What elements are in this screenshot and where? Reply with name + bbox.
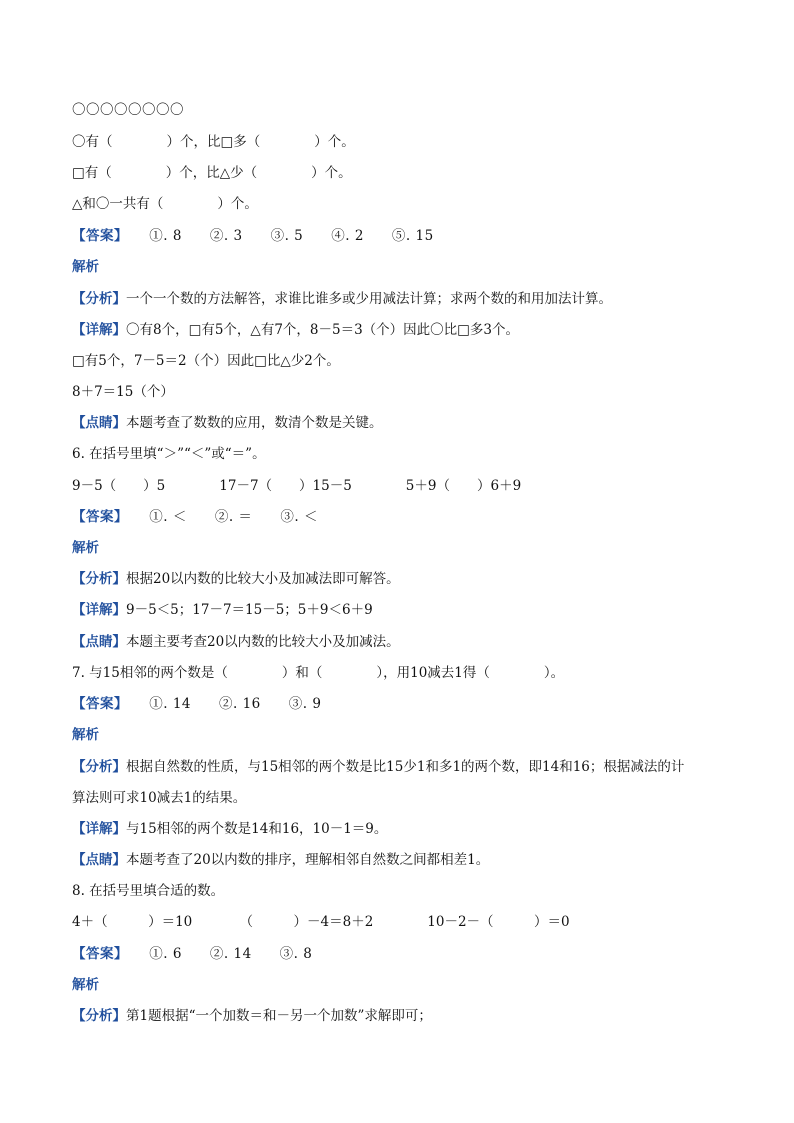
line-17 [72, 632, 400, 652]
tag: 【详解】 [72, 821, 126, 837]
line-6 [72, 289, 612, 309]
line-text: 根据20以内数的比较大小及加减法即可解答。 [126, 571, 400, 587]
line-29 [72, 1006, 432, 1026]
question-8 [72, 881, 224, 901]
answer-line [72, 507, 318, 527]
question-6 [72, 444, 266, 464]
answer-tag: 【答案】 [72, 946, 122, 962]
line-21 [72, 757, 684, 777]
line-text: 一个一个数的方法解答，求谁比谁多或少用减法计算；求两个数的和用加法计算。 [126, 291, 612, 307]
line-text: 算法则可求10减去1的结果。 [72, 790, 247, 806]
line-text: 本题主要考查20以内数的比较大小及加减法。 [126, 634, 400, 650]
line-text: □有（ ）个，比△少（ ）个。 [72, 165, 352, 181]
line-text: 〇有（ ）个，比□多（ ）个。 [72, 134, 355, 150]
line-3 [72, 194, 258, 214]
line-text: 本题考查了20以内数的排序，理解相邻自然数之间都相差1。 [126, 852, 490, 868]
line-9 [72, 382, 174, 402]
line-text: 6. 在括号里填“＞”“＜”或“＝”。 [72, 446, 266, 462]
line-22 [72, 788, 246, 808]
tag: 【点睛】 [72, 852, 126, 868]
line-text: 9－5＜5；17－7＝15－5；5＋9＜6＋9 [126, 602, 373, 618]
line-text: 8. 在括号里填合适的数。 [72, 883, 225, 899]
question-7 [72, 663, 564, 683]
answer-tag: 【答案】 [72, 228, 122, 244]
answer-text: ①. 14 ②. 16 ③. 9 [121, 696, 322, 712]
tag: 【点睛】 [72, 415, 126, 431]
analysis-tag: 解析 [72, 977, 99, 993]
line-2 [72, 163, 352, 183]
line-8 [72, 351, 340, 371]
answer-line [72, 944, 312, 964]
answer-tag: 【答案】 [72, 696, 122, 712]
line-text: △和〇一共有（ ）个。 [72, 196, 258, 212]
analysis-heading [72, 975, 99, 995]
line-text: 根据自然数的性质，与15相邻的两个数是比15少1和多1的两个数，即14和16；根据减法的计 [126, 759, 685, 775]
analysis-heading [72, 538, 99, 558]
line-text: 〇有8个，□有5个，△有7个，8－5＝3（个）因此〇比□多3个。 [126, 322, 520, 338]
line-16 [72, 600, 373, 620]
tag: 【分析】 [72, 759, 126, 775]
line-23 [72, 819, 387, 839]
analysis-heading [72, 725, 99, 745]
line-1 [72, 132, 355, 152]
analysis-heading [72, 257, 99, 277]
line-text: 本题考查了数数的应用，数清个数是关键。 [126, 415, 383, 431]
line-text: 4＋（ ）＝10 （ ）－4＝8＋2 10－2－（ ）＝0 [72, 914, 570, 930]
answer-tag: 【答案】 [72, 509, 122, 525]
line-26 [72, 912, 570, 932]
answer-line [72, 694, 321, 714]
line-text: 与15相邻的两个数是14和16，10－1＝9。 [126, 821, 388, 837]
line-0 [72, 100, 184, 120]
line-text: 第1题根据“一个加数＝和－另一个加数”求解即可； [126, 1008, 432, 1024]
answer-text: ①. 6 ②. 14 ③. 8 [121, 946, 313, 962]
tag: 【分析】 [72, 291, 126, 307]
line-7 [72, 320, 519, 340]
line-10 [72, 413, 383, 433]
line-text: □有5个，7－5＝2（个）因此□比△少2个。 [72, 353, 340, 369]
line-text: 7. 与15相邻的两个数是（ ）和（ ），用10减去1得（ ）。 [72, 665, 565, 681]
line-text: 〇〇〇〇〇〇〇〇 [72, 102, 184, 118]
answer-text: ①. 8 ②. 3 ③. 5 ④. 2 ⑤. 15 [121, 228, 434, 244]
line-15 [72, 569, 400, 589]
line-24 [72, 850, 489, 870]
tag: 【详解】 [72, 322, 126, 338]
analysis-tag: 解析 [72, 727, 99, 743]
analysis-tag: 解析 [72, 259, 99, 275]
tag: 【详解】 [72, 602, 126, 618]
tag: 【点睛】 [72, 634, 126, 650]
answer-text: ①. ＜ ②. ＝ ③. ＜ [121, 509, 318, 525]
tag: 【分析】 [72, 571, 126, 587]
line-12 [72, 476, 521, 496]
line-text: 9－5（ ）5 17－7（ ）15－5 5＋9（ ）6＋9 [72, 478, 522, 494]
tag: 【分析】 [72, 1008, 126, 1024]
answer-line [72, 226, 434, 246]
analysis-tag: 解析 [72, 540, 99, 556]
line-text: 8＋7＝15（个） [72, 384, 174, 400]
